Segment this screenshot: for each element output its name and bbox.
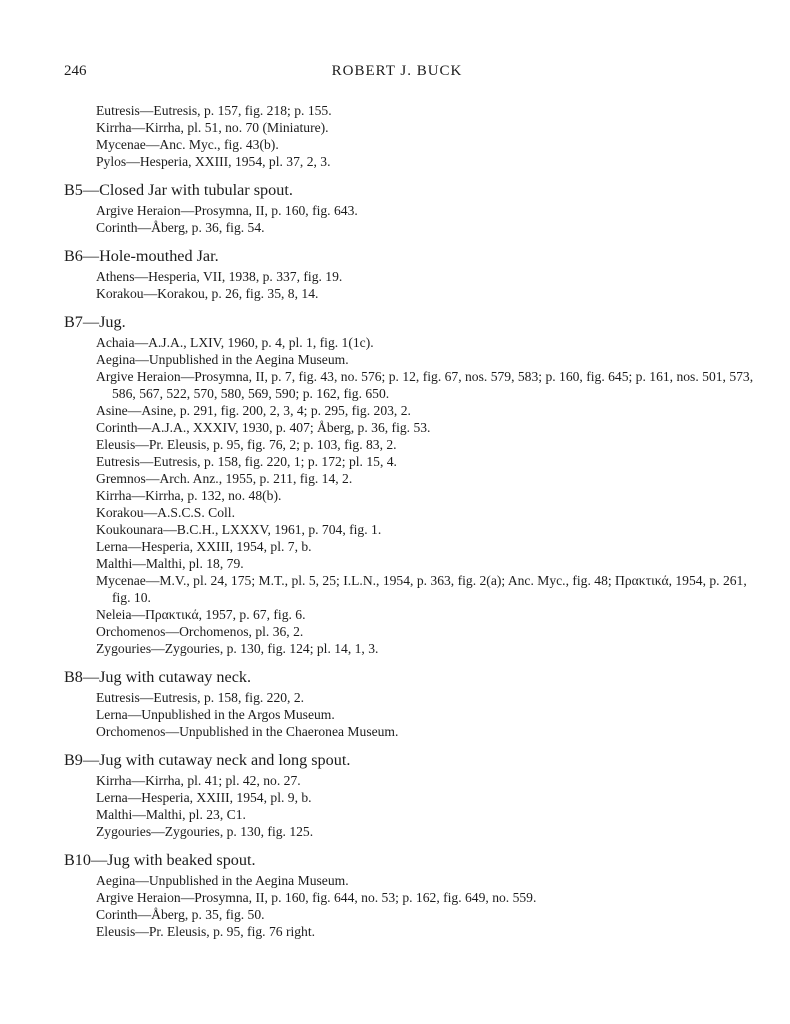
entry-references: Anc. Myc., fig. 43(b). xyxy=(159,137,279,152)
intro-entries xyxy=(64,102,764,170)
entry-site: Athens xyxy=(96,269,135,284)
entry-site: Orchomenos xyxy=(96,624,166,639)
section-entries xyxy=(64,689,764,740)
entry-references: Malthi, pl. 18, 79. xyxy=(145,556,244,571)
entry-references: Unpublished in the Aegina Museum. xyxy=(148,873,349,888)
entry-separator: — xyxy=(180,890,195,905)
entry-separator: — xyxy=(127,539,142,554)
catalogue-entry xyxy=(96,906,764,923)
entry-references: Kirrha, pl. 41; pl. 42, no. 27. xyxy=(145,773,301,788)
catalogue-section xyxy=(64,750,764,840)
entry-site: Mycenae xyxy=(96,573,146,588)
catalogue-entry xyxy=(96,538,764,555)
entry-site: Kirrha xyxy=(96,488,132,503)
entry-references: A.S.C.S. Coll. xyxy=(157,505,235,520)
catalogue-sections xyxy=(64,180,764,940)
entry-separator: — xyxy=(135,924,149,939)
catalogue-entry xyxy=(96,285,764,302)
entry-references: Eutresis, p. 157, fig. 218; p. 155. xyxy=(153,103,332,118)
entry-references: Pr. Eleusis, p. 95, fig. 76, 2; p. 103, fig. 83, 2. xyxy=(148,437,397,452)
entry-separator: — xyxy=(137,220,152,235)
section-entries xyxy=(64,772,764,840)
catalogue-entry xyxy=(96,889,764,906)
entry-separator: — xyxy=(134,269,149,284)
entry-separator: — xyxy=(135,873,149,888)
entry-site: Lerna xyxy=(96,790,128,805)
entry-references: Unpublished in the Argos Museum. xyxy=(141,707,335,722)
entry-separator: — xyxy=(145,137,160,152)
catalogue-entry xyxy=(96,102,764,119)
catalogue-section xyxy=(64,850,764,940)
entry-site: Asine xyxy=(96,403,128,418)
entry-site: Orchomenos xyxy=(96,724,166,739)
entry-separator: — xyxy=(126,154,140,169)
catalogue-entry xyxy=(96,640,764,657)
catalogue-entry xyxy=(96,504,764,521)
catalogue-entry xyxy=(96,823,764,840)
entry-references: Åberg, p. 36, fig. 54. xyxy=(151,220,265,235)
catalogue-entry xyxy=(96,487,764,504)
section-entries xyxy=(64,268,764,302)
entry-site: Lerna xyxy=(96,707,128,722)
section-entries xyxy=(64,334,764,657)
entry-separator: — xyxy=(132,556,146,571)
section-entries xyxy=(64,872,764,940)
entry-references: Prosymna, II, p. 7, fig. 43, no. 576; p. 12, fig. 67, nos. 579, 583; p. 160, fig. 645; p. 161, nos. 501, 573, 586, 567, 522, 570, 580, 569, 590; p. 162, fig. 650. xyxy=(112,369,754,401)
entry-separator: — xyxy=(143,505,158,520)
catalogue-content xyxy=(64,102,764,950)
entry-site: Eutresis xyxy=(96,690,140,705)
catalogue-entry xyxy=(96,436,764,453)
entry-separator: — xyxy=(143,286,158,301)
entry-site: Zygouries xyxy=(96,641,152,656)
entry-references: Kirrha, p. 132, no. 48(b). xyxy=(145,488,282,503)
entry-separator: — xyxy=(139,690,154,705)
entry-site: Eutresis xyxy=(96,103,140,118)
entry-site: Korakou xyxy=(96,505,144,520)
entry-references: Arch. Anz., 1955, p. 211, fig. 14, 2. xyxy=(159,471,353,486)
catalogue-entry xyxy=(96,402,764,419)
entry-separator: — xyxy=(131,120,146,135)
entry-separator: — xyxy=(145,471,160,486)
catalogue-entry xyxy=(96,872,764,889)
entry-references: Hesperia, XXIII, 1954, pl. 37, 2, 3. xyxy=(139,154,331,169)
entry-references: Malthi, pl. 23, C1. xyxy=(145,807,246,822)
entry-separator: — xyxy=(137,907,152,922)
entry-references: Πρακτικά, 1957, p. 67, fig. 6. xyxy=(145,607,306,622)
entry-site: Mycenae xyxy=(96,137,146,152)
section-heading: B9—Jug with cutaway neck and long spout. xyxy=(64,751,351,769)
entry-references: Unpublished in the Aegina Museum. xyxy=(148,352,349,367)
entry-separator: — xyxy=(135,352,149,367)
entry-separator: — xyxy=(127,707,142,722)
entry-separator: — xyxy=(139,103,154,118)
entry-separator: — xyxy=(180,369,195,384)
entry-site: Malthi xyxy=(96,807,133,822)
catalogue-entry xyxy=(96,623,764,640)
entry-references: Zygouries, p. 130, fig. 125. xyxy=(164,824,314,839)
entry-separator: — xyxy=(127,403,142,418)
entry-site: Eutresis xyxy=(96,454,140,469)
entry-references: Hesperia, XXIII, 1954, pl. 7, b. xyxy=(141,539,312,554)
section-heading: B10—Jug with beaked spout. xyxy=(64,851,256,869)
catalogue-entry xyxy=(96,789,764,806)
catalogue-entry xyxy=(96,219,764,236)
entry-site: Argive Heraion xyxy=(96,203,181,218)
entry-references: B.C.H., LXXXV, 1961, p. 704, fig. 1. xyxy=(176,522,382,537)
section-heading: B5—Closed Jar with tubular spout. xyxy=(64,181,293,199)
catalogue-entry xyxy=(96,136,764,153)
entry-references: Korakou, p. 26, fig. 35, 8, 14. xyxy=(157,286,319,301)
catalogue-entry xyxy=(96,202,764,219)
entry-separator: — xyxy=(180,203,195,218)
catalogue-entry xyxy=(96,419,764,436)
entry-references: Pr. Eleusis, p. 95, fig. 76 right. xyxy=(148,924,316,939)
entry-references: Eutresis, p. 158, fig. 220, 1; p. 172; pl. 15, 4. xyxy=(153,454,397,469)
entry-site: Pylos xyxy=(96,154,127,169)
catalogue-entry xyxy=(96,689,764,706)
entry-references: A.J.A., LXIV, 1960, p. 4, pl. 1, fig. 1(1c). xyxy=(148,335,374,350)
catalogue-entry xyxy=(96,470,764,487)
catalogue-entry xyxy=(96,723,764,740)
section-heading: B7—Jug. xyxy=(64,313,126,331)
entry-references: Åberg, p. 35, fig. 50. xyxy=(151,907,265,922)
catalogue-section xyxy=(64,312,764,657)
catalogue-section xyxy=(64,667,764,740)
section-heading: B6—Hole-mouthed Jar. xyxy=(64,247,219,265)
entry-references: Asine, p. 291, fig. 200, 2, 3, 4; p. 295, fig. 203, 2. xyxy=(141,403,411,418)
entry-separator: — xyxy=(132,807,146,822)
entry-references: Eutresis, p. 158, fig. 220, 2. xyxy=(153,690,305,705)
entry-site: Corinth xyxy=(96,907,138,922)
section-entries xyxy=(64,202,764,236)
catalogue-entry xyxy=(96,706,764,723)
entry-separator: — xyxy=(151,824,165,839)
entry-site: Kirrha xyxy=(96,120,132,135)
catalogue-entry xyxy=(96,521,764,538)
catalogue-section xyxy=(64,180,764,236)
entry-site: Achaia xyxy=(96,335,135,350)
catalogue-entry xyxy=(96,806,764,823)
entry-site: Malthi xyxy=(96,556,133,571)
catalogue-entry xyxy=(96,555,764,572)
entry-separator: — xyxy=(137,420,152,435)
entry-site: Neleia xyxy=(96,607,132,622)
catalogue-entry xyxy=(96,923,764,940)
entry-separator: — xyxy=(165,724,180,739)
entry-site: Lerna xyxy=(96,539,128,554)
entry-site: Corinth xyxy=(96,220,138,235)
entry-references: A.J.A., XXXIV, 1930, p. 407; Åberg, p. 36, fig. 53. xyxy=(151,420,431,435)
entry-separator: — xyxy=(127,790,142,805)
catalogue-entry xyxy=(96,119,764,136)
catalogue-entry xyxy=(96,572,764,606)
catalogue-entry xyxy=(96,334,764,351)
entry-site: Eleusis xyxy=(96,924,136,939)
section-heading: B8—Jug with cutaway neck. xyxy=(64,668,252,686)
entry-site: Corinth xyxy=(96,420,138,435)
entry-references: Kirrha, pl. 51, no. 70 (Miniature). xyxy=(145,120,329,135)
entry-references: Hesperia, XXIII, 1954, pl. 9, b. xyxy=(141,790,312,805)
entry-separator: — xyxy=(135,437,149,452)
catalogue-entry xyxy=(96,351,764,368)
entry-separator: — xyxy=(145,573,160,588)
entry-references: Orchomenos, pl. 36, 2. xyxy=(179,624,304,639)
entry-site: Kirrha xyxy=(96,773,132,788)
entry-separator: — xyxy=(139,454,154,469)
entry-separator: — xyxy=(131,773,146,788)
entry-references: Zygouries, p. 130, fig. 124; pl. 14, 1, 3. xyxy=(164,641,379,656)
entry-references: Prosymna, II, p. 160, fig. 644, no. 53; p. 162, fig. 649, no. 559. xyxy=(194,890,537,905)
entry-site: Aegina xyxy=(96,352,136,367)
entry-references: M.V., pl. 24, 175; M.T., pl. 5, 25; I.L.N., 1954, p. 363, fig. 2(a); Anc. Myc., fig. 48; Πρακτικά, 1954, p. 261, fig. 10. xyxy=(112,573,747,605)
entry-separator: — xyxy=(134,335,149,350)
entry-separator: — xyxy=(151,641,165,656)
catalogue-entry xyxy=(96,772,764,789)
entry-separator: — xyxy=(131,488,146,503)
entry-references: Hesperia, VII, 1938, p. 337, fig. 19. xyxy=(148,269,343,284)
entry-site: Zygouries xyxy=(96,824,152,839)
catalogue-section xyxy=(64,246,764,302)
catalogue-entry xyxy=(96,368,764,402)
running-head: ROBERT J. BUCK xyxy=(331,63,463,79)
page-header xyxy=(64,63,730,85)
entry-site: Aegina xyxy=(96,873,136,888)
entry-site: Eleusis xyxy=(96,437,136,452)
entry-site: Argive Heraion xyxy=(96,890,181,905)
entry-separator: — xyxy=(131,607,146,622)
entry-separator: — xyxy=(165,624,180,639)
entry-references: Unpublished in the Chaeronea Museum. xyxy=(179,724,399,739)
catalogue-entry xyxy=(96,268,764,285)
catalogue-entry xyxy=(96,606,764,623)
entry-site: Koukounara xyxy=(96,522,164,537)
catalogue-entry xyxy=(96,153,764,170)
entry-site: Korakou xyxy=(96,286,144,301)
page-number: 246 xyxy=(64,63,87,79)
catalogue-entry xyxy=(96,453,764,470)
entry-separator: — xyxy=(163,522,177,537)
entry-site: Gremnos xyxy=(96,471,146,486)
entry-references: Prosymna, II, p. 160, fig. 643. xyxy=(194,203,358,218)
entry-site: Argive Heraion xyxy=(96,369,181,384)
